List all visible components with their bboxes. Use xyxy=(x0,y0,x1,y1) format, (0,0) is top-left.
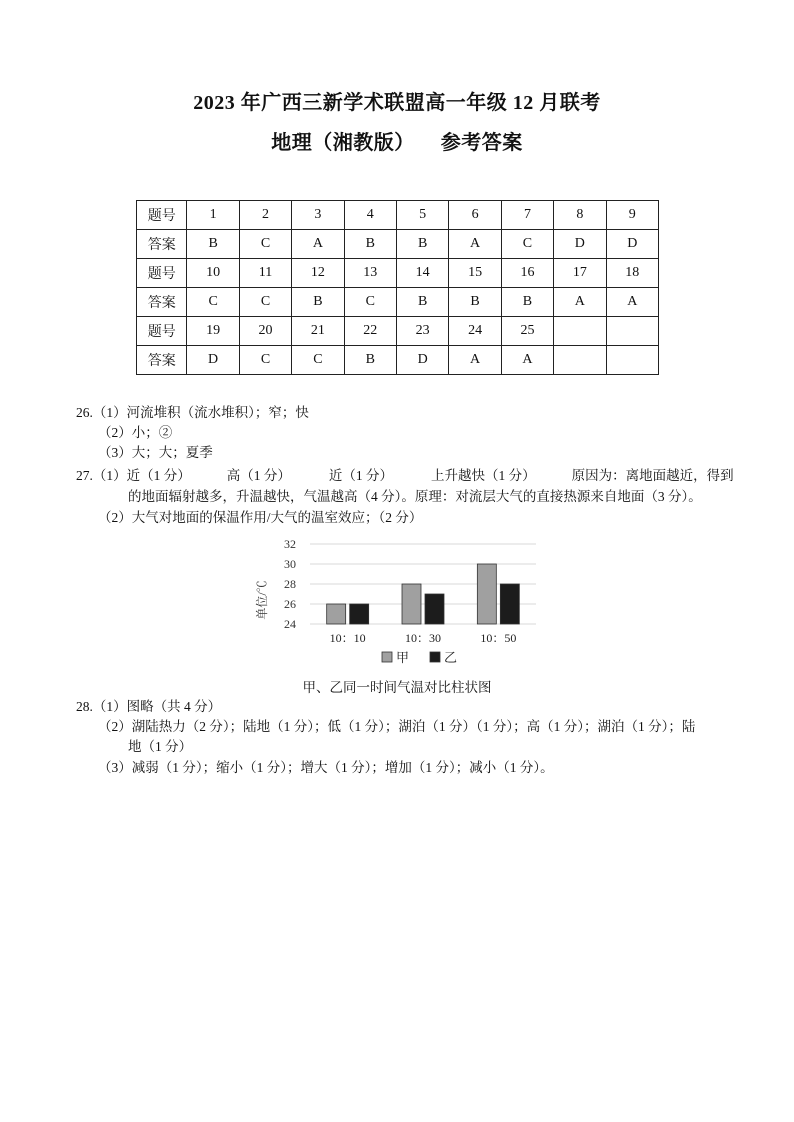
q28-part2: （2）湖陆热力（2 分）；陆地（1 分）；低（1 分）；湖泊（1 分）（1 分）；高（1 分）；湖泊（1 分）；陆 xyxy=(98,719,696,734)
exam-title: 2023 年广西三新学术联盟高一年级 12 月联考 xyxy=(193,92,601,114)
question-number-cell: 23 xyxy=(396,317,448,346)
bar-乙-2 xyxy=(500,584,519,624)
chart-ylabel: 单位/℃ xyxy=(255,580,269,620)
bar-甲-0 xyxy=(327,604,346,624)
question-number-cell: 17 xyxy=(554,259,606,288)
question-number-cell: 5 xyxy=(396,201,448,230)
question-number-cell: 9 xyxy=(606,201,658,230)
legend-label: 甲 xyxy=(396,650,410,665)
answer-cell xyxy=(554,346,606,375)
answer-table xyxy=(136,200,659,375)
row-header-cell: 答案 xyxy=(137,346,187,375)
answer-cell: B xyxy=(292,288,344,317)
question-number-cell: 10 xyxy=(187,259,239,288)
answer-row xyxy=(137,230,659,259)
answer-cell: B xyxy=(344,230,396,259)
answer-heading xyxy=(0,126,794,155)
answer-cell: C xyxy=(239,230,291,259)
answer-cell: C xyxy=(187,288,239,317)
question-number-cell xyxy=(554,317,606,346)
x-tick-label: 10：50 xyxy=(480,631,517,645)
answer-cell: C xyxy=(239,346,291,375)
answer-cell xyxy=(606,346,658,375)
q26-part3: （3）大；大；夏季 xyxy=(98,445,213,460)
legend-swatch xyxy=(430,652,440,662)
temperature-bar-chart xyxy=(250,532,550,670)
x-tick-label: 10：10 xyxy=(329,631,366,645)
question-number-cell: 4 xyxy=(344,201,396,230)
answer-cell: A xyxy=(606,288,658,317)
x-tick-label: 10：30 xyxy=(404,631,442,645)
question-number-cell: 18 xyxy=(606,259,658,288)
q28-part2-cont: 地（1 分） xyxy=(128,739,193,754)
question-number-cell: 11 xyxy=(239,259,291,288)
answer-cell: D xyxy=(396,346,448,375)
answer-cell: A xyxy=(449,230,501,259)
y-tick-label: 26 xyxy=(284,597,296,611)
answer-cell: B xyxy=(396,230,448,259)
subject-label: 地理（湘教版） xyxy=(271,132,415,154)
question-number-row xyxy=(137,317,659,346)
question-number-cell: 3 xyxy=(292,201,344,230)
q26-part2: （2）小；② xyxy=(98,425,173,440)
answer-cell: D xyxy=(187,346,239,375)
q27-part1-b: 高（1 分） xyxy=(226,468,291,483)
answer-cell: B xyxy=(396,288,448,317)
answer-cell: C xyxy=(344,288,396,317)
answer-cell: D xyxy=(606,230,658,259)
question-number-cell: 15 xyxy=(449,259,501,288)
row-header-cell: 答案 xyxy=(137,288,187,317)
legend-label: 乙 xyxy=(444,650,458,665)
question-number-cell: 7 xyxy=(501,201,553,230)
q27-part1-cont: 的地面辐射越多，升温越快，气温越高（4 分）。原理：对流层大气的直接热源来自地面（3 分）。 xyxy=(128,489,702,504)
y-tick-label: 32 xyxy=(284,537,296,551)
question-number-row xyxy=(137,259,659,288)
question-number-cell: 19 xyxy=(187,317,239,346)
bar-甲-2 xyxy=(477,564,496,624)
row-header-cell: 答案 xyxy=(137,230,187,259)
y-tick-label: 30 xyxy=(284,557,296,571)
answer-row xyxy=(137,346,659,375)
question-number-cell: 16 xyxy=(501,259,553,288)
question-number-cell: 6 xyxy=(449,201,501,230)
answer-cell: A xyxy=(292,230,344,259)
answer-cell: B xyxy=(449,288,501,317)
question-number-cell: 13 xyxy=(344,259,396,288)
bar-乙-1 xyxy=(425,594,444,624)
answer-cell: A xyxy=(501,346,553,375)
answer-cell: B xyxy=(187,230,239,259)
answer-label: 参考答案 xyxy=(440,132,523,154)
q27-part1 xyxy=(76,466,734,486)
answer-cell: D xyxy=(554,230,606,259)
row-header-cell: 题号 xyxy=(137,317,187,346)
row-header-cell: 题号 xyxy=(137,259,187,288)
bar-乙-0 xyxy=(350,604,369,624)
question-number-cell: 12 xyxy=(292,259,344,288)
row-header-cell: 题号 xyxy=(137,201,187,230)
question-number-cell: 22 xyxy=(344,317,396,346)
q27-part1-d: 上升越快（1 分） xyxy=(431,468,536,483)
question-number-cell: 8 xyxy=(554,201,606,230)
question-number-cell: 21 xyxy=(292,317,344,346)
question-number-cell: 20 xyxy=(239,317,291,346)
question-number-cell: 2 xyxy=(239,201,291,230)
question-number-cell: 1 xyxy=(187,201,239,230)
q27-part1-a: 27.（1）近（1 分） xyxy=(76,468,191,483)
question-number-cell xyxy=(606,317,658,346)
answer-cell: B xyxy=(344,346,396,375)
legend-swatch xyxy=(382,652,392,662)
answer-cell: B xyxy=(501,288,553,317)
answer-cell: A xyxy=(554,288,606,317)
question-number-cell: 14 xyxy=(396,259,448,288)
q28-part3: （3）减弱（1 分）；缩小（1 分）；增大（1 分）；增加（1 分）；减小（1 分）。 xyxy=(98,760,554,775)
bar-甲-1 xyxy=(402,584,421,624)
q27-part1-c: 近（1 分） xyxy=(328,468,393,483)
question-number-row xyxy=(137,201,659,230)
question-number-cell: 25 xyxy=(501,317,553,346)
y-tick-label: 24 xyxy=(284,617,296,631)
answer-cell: C xyxy=(292,346,344,375)
q27-part2: （2）大气对地面的保温作用/大气的温室效应；（2 分） xyxy=(98,510,423,525)
answer-cell: A xyxy=(449,346,501,375)
question-number-cell: 24 xyxy=(449,317,501,346)
chart-caption: 甲、乙同一时间气温对比柱状图 xyxy=(302,680,492,695)
q26-part1: 26.（1）河流堆积（流水堆积）；窄；快 xyxy=(76,405,309,420)
answer-cell: C xyxy=(239,288,291,317)
answer-cell: C xyxy=(501,230,553,259)
answer-row xyxy=(137,288,659,317)
y-tick-label: 28 xyxy=(284,577,296,591)
q28-part1: 28.（1）图略（共 4 分） xyxy=(76,699,222,714)
q27-part1-e: 原因为：离地面越近，得到 xyxy=(571,468,734,483)
